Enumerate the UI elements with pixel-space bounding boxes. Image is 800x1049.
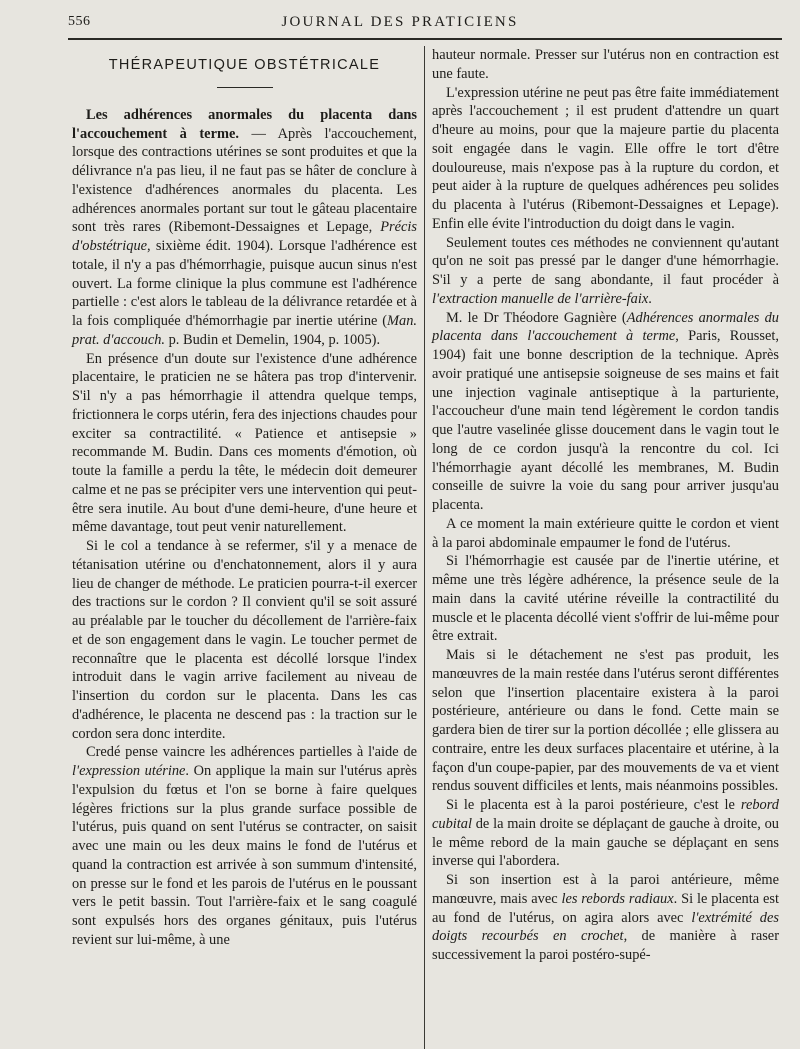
paragraph: En présence d'un doute sur l'existence d'une adhérence placentaire, le praticien ne se hâtera pas trop d'intervenir. S'il n'y a pas hémorrhagie il attendra quelque temps, frictionnera le corps utérin, fera des injections chaudes pour exciter sa contractilité. « Patience et antisepsie » recommande M. Budin. Dans ces moments d'émotion, où toute la famille a perdu la tête, le médecin doit demeurer calme et ne pas se précipiter vers une intervention qui peut-être sera inutile. Au bout d'une demi-heure, d'une heure et même davantage, tout peut venir naturellement. (72, 350, 417, 536)
emphasis: rebord cubital (432, 797, 779, 832)
emphasis: l'extraction manuelle de l'arrière-faix (432, 290, 649, 307)
paragraph-text: M. le Dr Théodore Gagnière ( (446, 309, 627, 326)
paragraph-text: Si le placenta est à la paroi postérieure, c'est le (446, 797, 741, 813)
right-column (432, 46, 779, 965)
running-head: JOURNAL DES PRATICIENS (281, 14, 519, 30)
paragraph (432, 871, 779, 965)
header-rule (68, 38, 782, 40)
paragraph: Mais si le détachement ne s'est pas produit, les manœuvres de la main restée dans l'utérus seront différentes selon que l'insertion placentaire existera à la paroi postérieure, antérieure ou dans le fond. Cette main se gardera bien de tirer sur la portion décollée ; elle glissera au contraire, entre les deux surfaces placentaire et utérine, à la façon d'un coupe-papier, par des mouvements de va et vient rendus souvent difficiles et lents, mais néanmoins possibles. (432, 647, 779, 795)
section-title: THÉRAPEUTIQUE OBSTÉTRICALE (108, 57, 381, 73)
left-column (72, 46, 417, 950)
paragraph (432, 796, 779, 871)
book-title: Man. prat. d'accouch. (72, 313, 417, 348)
paragraph-text: Seulement toutes ces méthodes ne conviennent qu'autant qu'on ne soit pas pressé par le danger d'une hémorrhagie. S'il y a perte de sang abondante, il faut procéder à (432, 234, 779, 288)
book-title: Adhérences anormales du placenta dans l'accouchement à terme (432, 309, 779, 345)
paragraph: hauteur normale. Presser sur l'utérus non en contraction est une faute. (432, 47, 779, 82)
paragraph (72, 743, 417, 949)
emphasis: l'expression utérine (72, 763, 186, 779)
paragraph-text: de la main droite se déplaçant de gauche à droite, ou le même rebord de la main gauche se déplaçant en sens inverse qui l'abordera. (432, 815, 779, 870)
paragraph-text: , sixième édit. 1904). Lorsque l'adhérence est totale, il n'y a pas d'hémorrhagie, puisque aucun sinus n'est ouvert. La forme clinique la plus commune est l'adhérence partielle : c'est alors le tableau de la délivrance retardée et à la fois compliquée d'hémorrhagie par inertie utérine ( (72, 238, 417, 329)
paragraph: Si l'hémorrhagie est causée par de l'inertie utérine, et même une très légère adhérence, la présence seule de la main dans la cavité utérine réveille la contractilité du muscle et le placenta décollé vient s'offrir de lui-même pour être extrait. (432, 553, 779, 645)
page-number: 556 (68, 14, 91, 29)
paragraph-text: Si son insertion est à la paroi antérieure, même manœuvre, mais avec (432, 872, 779, 907)
paragraph (72, 106, 417, 350)
column-divider (424, 46, 425, 1049)
paragraph-text: . On applique la main sur l'utérus après l'expulsion du fœtus et l'on se borne à faire quelques légères frictions sur la plus grande surface possible de l'utérus, puis quand on sent l'utérus se contracter, on saisit avec une main ou les deux mains le fond de l'utérus et quand la contraction est arrivée à son summum d'intensité, on presse sur le fond et les parois de l'utérus en le poussant vers le petit bassin. Tout l'arrière-faix et le sang coagulé sont expulsés hors des organes génitaux, puis l'utérus revient sur lui-même, à une (72, 763, 417, 948)
book-title: Précis d'obstétrique (72, 219, 417, 254)
paragraph: A ce moment la main extérieure quitte le cordon et vient à la paroi abdominale empaumer le fond de l'utérus. (432, 515, 779, 551)
paragraph-text: — Après l'accouchement, lorsque des contractions utérines se sont produites et que la délivrance n'a pas lieu, il ne faut pas se hâter de conclure à l'existence d'adhérences anormales du placenta. Les adhérences anormales portant sur tout le gâteau placentaire sont très rares (Ribemont-Dessaignes et Lepage, (72, 125, 418, 236)
paragraph-lead-heading: Les adhérences anormales du placenta dans l'accouchement à terme. (72, 106, 417, 142)
paragraph-text: . Si le placenta est au fond de l'utérus, on agira alors avec (432, 890, 779, 926)
paragraph: L'expression utérine ne peut pas être faite immédiatement après l'accouchement ; il est prudent d'attendre un quart d'heure au moins, pour que la majeure partie du placenta soit engagée dans le vagin. Elle offre le tort d'être douloureuse, mais n'expose pas à la rupture du cordon, et peut aider à la rupture de quelques adhérences peu solides du placenta à l'utérus (Ribemont-Dessaignes et Lepage). Enfin elle évite l'introduction du doigt dans le vagin. (432, 84, 779, 232)
paragraph-text: Credé pense vaincre les adhérences partielles à l'aide de (86, 744, 417, 761)
paragraph-text: p. Budin et Demelin, 1904, p. 1005). (165, 331, 381, 348)
emphasis: les rebords radiaux (561, 890, 674, 907)
paragraph-text: , Paris, Rousset, 1904) fait une bonne description de la technique. Après avoir pratiqué une antisepsie soigneuse de ses mains et fait une injection vaginale antiseptique à la parturiente, l'accoucheur d'une main tend légèrement le cordon tandis que l'autre vaselinée glisse doucement dans le vagin tout le long de ce cordon jusqu'à la rencontre du col. Ici l'hémorrhagie ayant décollé les membranes, M. Budin conseille de suivre la voie du sang pour arriver jusqu'au placenta. (432, 328, 779, 513)
paragraph (432, 234, 779, 309)
title-rule (217, 87, 273, 88)
paragraph-text: , de manière à raser successivement la paroi postéro-supé- (432, 928, 779, 963)
paragraph (432, 309, 779, 515)
emphasis: l'extrémité des doigts recourbés en crochet (432, 909, 779, 945)
paragraph-text: . (648, 290, 652, 307)
paragraph: Si le col a tendance à se refermer, s'il y a menace de tétanisation utérine ou d'enchatonnement, alors il y aura lieu de changer de méthode. Le praticien pourra-t-il exercer des tractions sur le cordon ? Il convient qu'il se soit assuré au préalable par le toucher du décollement de l'arrière-faix et de son engagement dans le vagin. Le toucher permet de reconnaître que le placenta est décollé lorsque l'index introduit dans le vagin arrive facilement au niveau de l'insertion du cordon sur le placenta. Dans les cas d'adhérence, le placenta ne descend pas : la traction sur le cordon sera donc interdite. (72, 538, 417, 742)
